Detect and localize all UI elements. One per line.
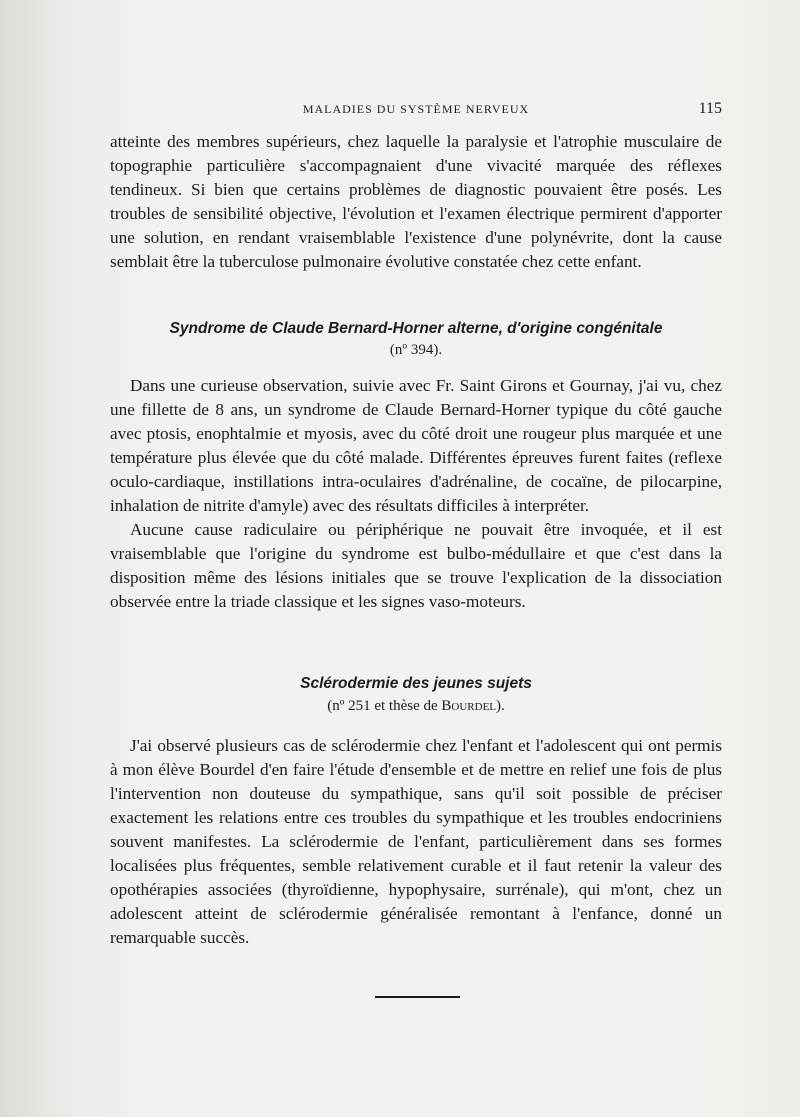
running-head-title: MALADIES DU SYSTÈME NERVEUX xyxy=(302,102,530,116)
end-rule xyxy=(375,996,460,998)
section-heading-horner: Syndrome de Claude Bernard-Horner alterne, d'origine congénitale xyxy=(169,320,663,337)
page-number: 115 xyxy=(698,100,722,117)
paragraph-horner-origin: Aucune cause radiculaire ou périphérique ne pouvait être invoquée, et il est vraisemblable que l'origine du syndrome est bulbo-médullaire et que c'est dans la disposition même des lésions initiales que se trouve l'explication de la dissociation observée entre la triade classique et les signes vaso-moteurs. xyxy=(110,520,722,611)
ref-author-name: Bourdel xyxy=(441,698,497,714)
ref-suffix: ). xyxy=(496,698,505,714)
section-ref-horner: (nº 394). xyxy=(389,342,443,358)
section-body-horner xyxy=(110,374,722,614)
section-body-sclerodermie xyxy=(110,734,722,950)
intro-paragraph-block xyxy=(110,130,722,274)
running-head xyxy=(110,100,722,120)
paragraph-horner-observation: Dans une curieuse observation, suivie avec Fr. Saint Girons et Gournay, j'ai vu, chez une fillette de 8 ans, un syndrome de Claude Bernard-Horner typique du côté gauche avec ptosis, enophtalmie et myosis, avec du côté droit une rougeur plus marquée et une température plus élevée que du côté malade. Différentes épreuves furent faites (reflexe oculo-cardiaque, instillations intra-oculaires d'adrénaline, de cocaïne, de pilocarpine, inhalation de nitrite d'amyle) avec des résultats difficiles à interpréter. xyxy=(110,376,722,515)
ref-prefix: (nº 251 et thèse de xyxy=(327,698,442,714)
intro-paragraph: atteinte des membres supérieurs, chez laquelle la paralysie et l'atrophie musculaire de topographie particulière s'accompagnaient d'une vivacité marquée des réflexes tendineux. Si bien que certains problèmes de diagnostic pouvaient être posés. Les troubles de sensibilité objective, l'évolution et l'examen électrique permirent d'apporter une solution, en rendant vraisemblable l'existence d'une polynévrite, dont la cause semblait être la tuberculose pulmonaire évolutive constatée chez cette enfant. xyxy=(110,132,722,271)
paragraph-sclerodermie: J'ai observé plusieurs cas de sclérodermie chez l'enfant et l'adolescent qui ont permis à mon élève Bourdel d'en faire l'étude d'ensemble et de mettre en relief une fois de plus l'intervention non douteuse du sympathique, sans qu'il soit possible de préciser exactement les relations entre ces troubles du sympathique et les troubles endocriniens souvent manifestes. La sclérodermie de l'enfant, particulièrement dans ses formes localisées plus fréquentes, semble relativement curable et il faut retenir la valeur des opothérapies associées (thyroïdienne, hypophysaire, surrénale), qui m'ont, chez un adolescent atteint de sclérodermie généralisée remontant à l'enfance, donné un remarquable succès. xyxy=(110,736,722,947)
section-heading-sclerodermie: Sclérodermie des jeunes sujets xyxy=(300,675,532,692)
section-ref-sclerodermie xyxy=(110,698,722,715)
